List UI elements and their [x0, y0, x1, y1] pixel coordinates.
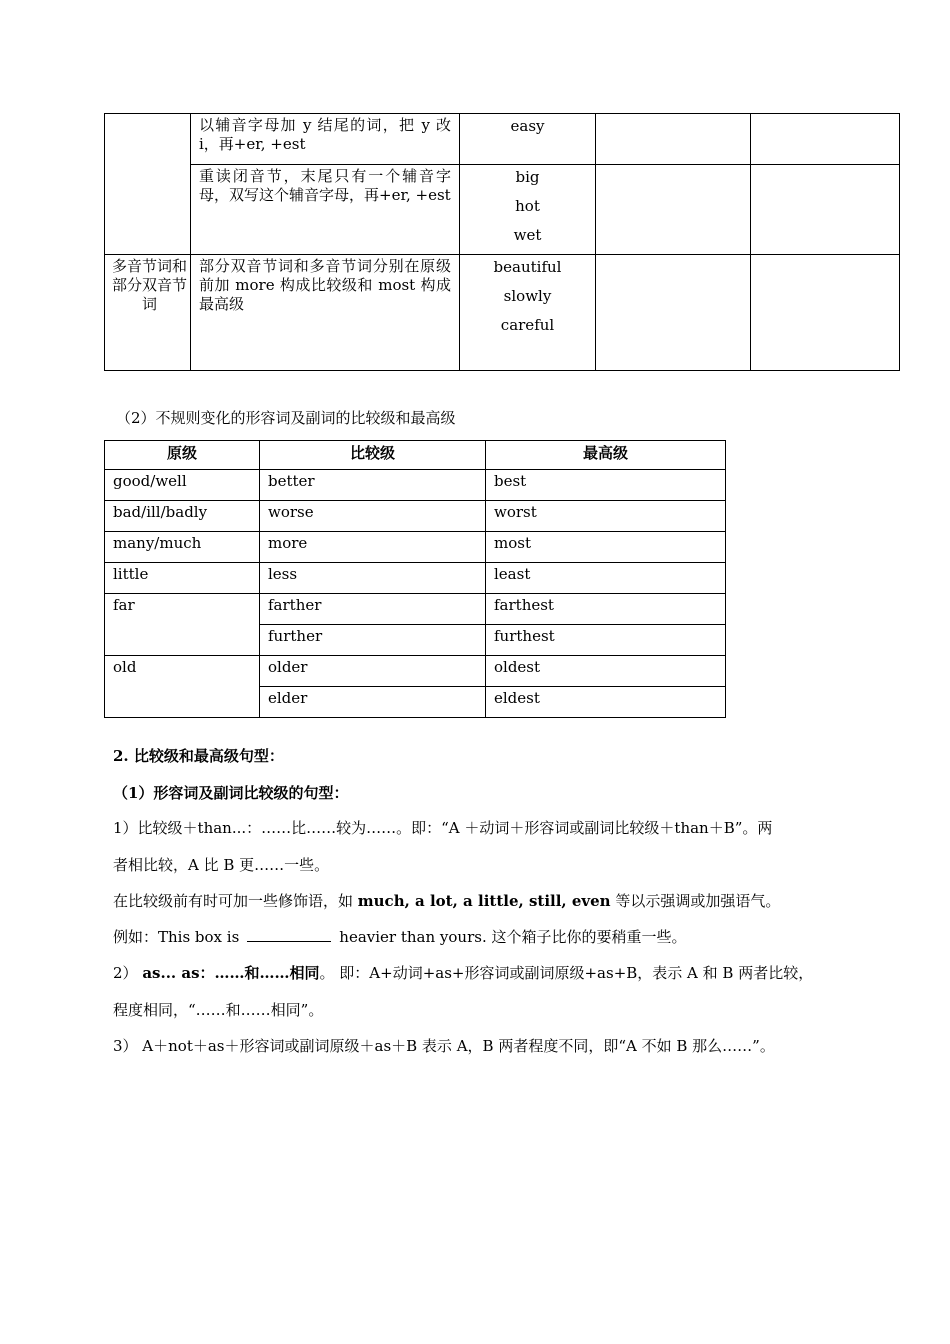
comparison-rules-table	[104, 113, 900, 371]
table-cell: worst	[486, 501, 726, 532]
example-word-cell	[460, 165, 596, 255]
empty-cell	[751, 114, 900, 165]
subsection-heading: （1）形容词及副词比较级的句型：	[113, 784, 349, 802]
table-cell: many/much	[105, 532, 260, 563]
table-cell: elder	[260, 687, 486, 718]
empty-cell	[596, 255, 751, 371]
example-sentence	[113, 927, 687, 947]
table-row	[105, 255, 900, 371]
paragraph-1-line-2: 者相比较，A 比 B 更……一些。	[113, 856, 330, 874]
table-cell: old	[105, 656, 260, 718]
example-word: careful	[500, 316, 555, 334]
paragraph-3-line-2: 程度相同，“……和……相同”。	[113, 1001, 324, 1019]
modifier-words: much, a lot, a little, still, even	[357, 892, 611, 910]
category-cell: 多音节词和部分双音节词	[105, 255, 191, 371]
example-suffix: heavier than yours. 这个箱子比你的要稍重一些。	[339, 928, 687, 946]
p3-rest: 。 即：A+动词+as+形容词或副词原级+as+B，表示 A 和 B 两者比较，	[319, 964, 814, 982]
table-cell: further	[260, 625, 486, 656]
column-header: 比较级	[260, 441, 486, 470]
table-cell: most	[486, 532, 726, 563]
section-heading: （2）不规则变化的形容词及副词的比较级和最高级	[116, 409, 456, 427]
p2-prefix: 在比较级前有时可加一些修饰语，如	[113, 892, 358, 910]
table-cell: furthest	[486, 625, 726, 656]
table-row	[105, 114, 900, 165]
table-cell: less	[260, 563, 486, 594]
example-word-cell	[460, 114, 596, 165]
rule-cell: 部分双音节词和多音节词分别在原级前加 more 构成比较级和 most 构成最高级	[191, 255, 460, 371]
example-word: big	[515, 168, 540, 186]
example-word: wet	[513, 226, 542, 244]
section-heading-2: 2. 比较级和最高级句型：	[113, 747, 284, 765]
p2-suffix: 等以示强调或加强语气。	[610, 892, 781, 910]
table-cell: worse	[260, 501, 486, 532]
table-cell: more	[260, 532, 486, 563]
table-row	[105, 563, 726, 594]
paragraph-2	[113, 891, 780, 911]
table-header-row	[105, 441, 726, 470]
table-cell: far	[105, 594, 260, 656]
table-cell: good/well	[105, 470, 260, 501]
column-header: 原级	[105, 441, 260, 470]
fill-in-blank	[247, 927, 331, 942]
example-word: slowly	[503, 287, 552, 305]
table-cell: older	[260, 656, 486, 687]
column-header: 最高级	[486, 441, 726, 470]
p3-number: 2）	[113, 964, 143, 982]
paragraph-1-line-1: 1）比较级＋than...：……比……较为……。即：“A ＋动词＋形容词或副词比较级＋than＋B”。两	[113, 819, 773, 837]
example-word: hot	[515, 197, 540, 215]
table-row	[105, 656, 726, 687]
example-word: beautiful	[493, 258, 562, 276]
rule-cell: 重读闭音节，末尾只有一个辅音字母，双写这个辅音字母，再+er, +est	[191, 165, 460, 255]
table-cell: oldest	[486, 656, 726, 687]
empty-cell	[751, 165, 900, 255]
table-cell: little	[105, 563, 260, 594]
table-row	[105, 470, 726, 501]
table-cell: bad/ill/badly	[105, 501, 260, 532]
example-word: easy	[510, 117, 545, 135]
table-row	[105, 594, 726, 625]
table-cell: better	[260, 470, 486, 501]
paragraph-4: 3） A＋not＋as＋形容词或副词原级＋as＋B 表示 A，B 两者程度不同，即“A 不如 B 那么……”。	[113, 1037, 775, 1055]
table-cell: least	[486, 563, 726, 594]
example-prefix: 例如：This box is	[113, 928, 240, 946]
table-cell: farther	[260, 594, 486, 625]
empty-cell	[751, 255, 900, 371]
irregular-forms-table	[104, 440, 726, 718]
table-cell: farthest	[486, 594, 726, 625]
table-cell: eldest	[486, 687, 726, 718]
table-row	[105, 501, 726, 532]
empty-cell	[596, 165, 751, 255]
table-cell: best	[486, 470, 726, 501]
rule-cell: 以辅音字母加 y 结尾的词，把 y 改 i，再+er, +est	[191, 114, 460, 165]
empty-cell	[596, 114, 751, 165]
as-as-pattern: as... as：……和……相同	[142, 964, 320, 982]
example-word-cell	[460, 255, 596, 371]
paragraph-3-line-1	[113, 963, 813, 983]
table-row	[105, 165, 900, 255]
category-cell	[105, 114, 191, 255]
table-row	[105, 532, 726, 563]
